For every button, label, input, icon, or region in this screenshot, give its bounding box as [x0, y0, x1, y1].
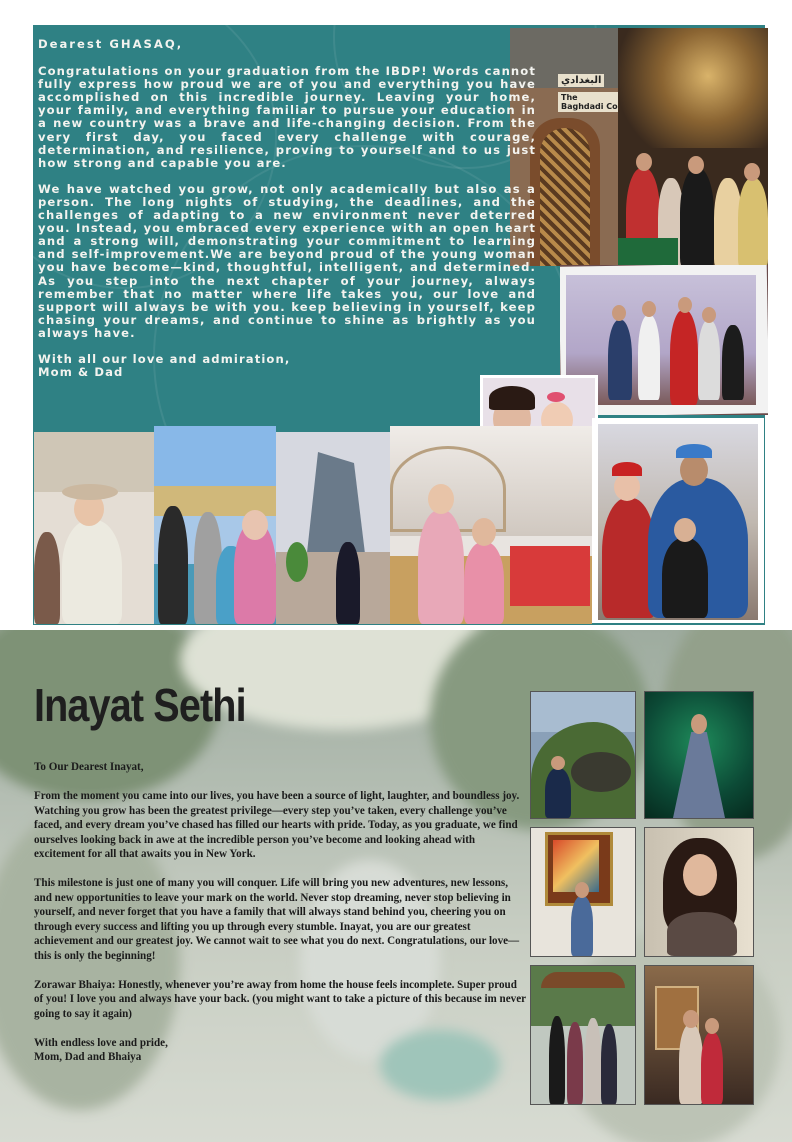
- bottom-letter-closing: With endless love and pride,: [34, 1036, 168, 1049]
- bottom-letter-greeting: To Our Dearest Inayat,: [34, 761, 144, 773]
- top-letter-signature: Mom & Dad: [38, 365, 124, 380]
- top-letter-closing: With all our love and admiration,: [38, 351, 291, 366]
- photo-family-outdoor-fair: [154, 426, 276, 624]
- photo-hillside-lookout: [530, 691, 636, 819]
- page-margin: [768, 0, 792, 630]
- bottom-letter: [34, 760, 526, 1065]
- bottom-letter-paragraph: Zorawar Bhaiya: Honestly, whenever you’re away from home the house feels incomplete. Super proud of you! I love you and always have your back. (you might want to take a picture of this because im never going to say it again): [34, 978, 526, 1020]
- top-letter-paragraph: We have watched you grow, not only academically but also as a person. The long nights of studying, the deadlines, and the challenges of adapting to a new environment never deterred you. Instead, you embraced every experience with an open heart and a strong will, demonstrating your commitment to learning and self-improvement.We are beyond proud of the young woman you have become—kind, thoughtful, intelligent, and determined. As you step into the next chapter of your journey, always remember that no matter where life takes you, our love and support will always be with you. keep believing in yourself, keep chasing your dreams, and continue to shine as brightly as you always have.: [38, 181, 536, 340]
- photo-kids-amusement-park: [390, 426, 592, 624]
- top-letter-greeting: Dearest GHASAQ,: [38, 37, 184, 51]
- photo-portrait-curly-hair: [644, 827, 754, 957]
- photo-sign-label: The Baghdadi Co: [558, 92, 622, 112]
- photo-sign-arabic: البغدادي: [558, 74, 604, 87]
- bottom-letter-paragraph: This milestone is just one of many you will conquer. Life will bring you new adventures, new lessons, and new opportunities to leave your mark on the world. Never stop dreaming, never stop believing in yourself, and never forget that you have a family that will always stand behind you, cheering you on through every success and lifting you up through every stumble. Inayat, you are our greatest achievement and our greatest joy. We cannot wait to see what you do next. Congratulations, our love—this is only the beginning!: [34, 877, 520, 962]
- bottom-letter-paragraph: From the moment you came into our lives, you have been a source of light, laughter, and boundless joy. Watching you grow has been the greatest privilege—every step you’ve taken, every challenge you’ve faced, and every dream you’ve chased has filled our hearts with pride. Today, as you graduate, we find ourselves looking back in awe at the incredible person you’ve become and looking ahead with excitement for all that awaits you in New York.: [34, 790, 520, 860]
- bottom-letter-signature: Mom, Dad and Bhaiya: [34, 1051, 142, 1063]
- photo-two-in-doorway: [644, 965, 754, 1105]
- photo-group-school-gate: [530, 965, 636, 1105]
- photo-man-with-kids: [592, 418, 764, 623]
- photo-family-group-night: [618, 28, 768, 266]
- page-title: Inayat Sethi: [34, 679, 246, 731]
- top-letter-paragraph: Congratulations on your graduation from the IBDP! Words cannot fully express how proud we are of you and everything you have accomplished on this incredible journey. Leaving your home, your family, and everything familiar to pursue your education in a new country was a brave and life-changing decision. From the very first day, you faced every challenge with courage, determination, and resilience, proving to yourself and to us just how strong and capable you are.: [38, 64, 536, 170]
- photo-gown-green-stage: [644, 691, 754, 819]
- photo-painting-gallery: [530, 827, 636, 957]
- top-letter: [38, 38, 536, 379]
- photo-girl-hat-mall: [34, 432, 154, 624]
- photo-city-street: [276, 432, 390, 624]
